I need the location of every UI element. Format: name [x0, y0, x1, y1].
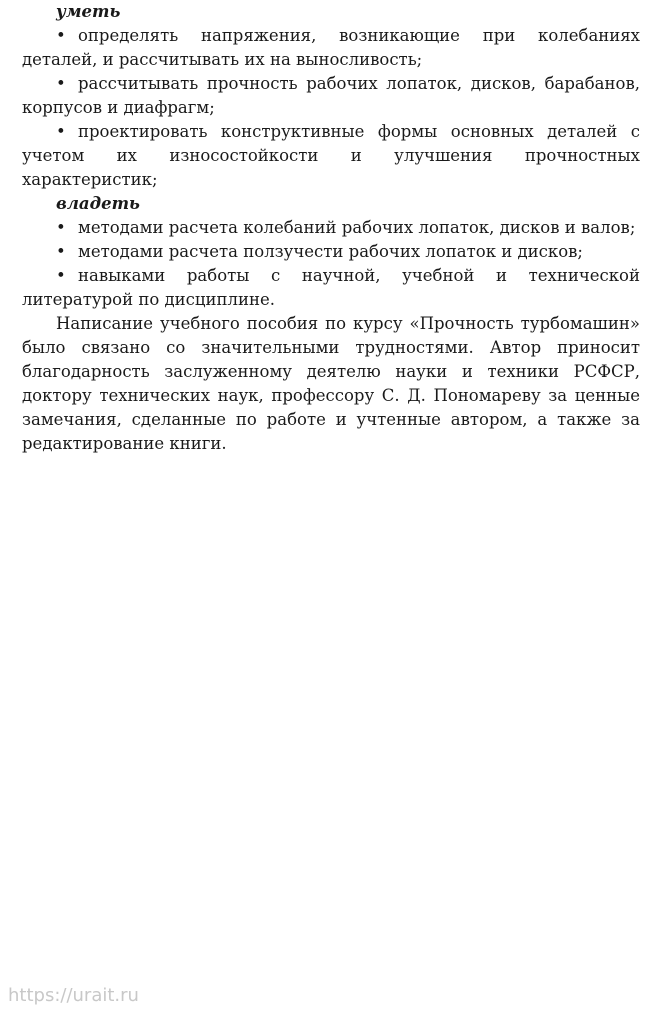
section-label-vladet: владеть [56, 194, 140, 213]
bullet-icon: • [56, 266, 66, 285]
page [22, 0, 640, 456]
document-body [22, 0, 640, 456]
preface-paragraph: Написание учебного пособия по курсу «Прочность турбомашин» было связано со значительными трудностями. Автор приносит благодарность заслуженному деятелю науки и техники РСФСР, доктору технических наук, профессору С. Д. Пономареву за ценные замечания, сделанные по работе и учтенные автором, а также за редактирование книги. [22, 314, 640, 453]
bullet-item [22, 216, 640, 240]
bullet-icon: • [56, 242, 66, 261]
bullet-text: навыками работы с научной, учебной и технической литературой по дисциплине. [22, 266, 640, 309]
bullet-icon: • [56, 74, 66, 93]
bullet-icon: • [56, 122, 66, 141]
bullet-item [22, 72, 640, 120]
bullet-icon: • [56, 218, 66, 237]
bullet-item [22, 24, 640, 72]
bullet-item [22, 264, 640, 312]
bullet-item [22, 240, 640, 264]
bullet-text: проектировать конструктивные формы основных деталей с учетом их износостойкости и улучшения прочностных характеристик; [22, 122, 640, 189]
bullet-text: методами расчета колебаний рабочих лопаток, дисков и валов; [78, 218, 636, 237]
bullet-text: определять напряжения, возникающие при колебаниях деталей, и рассчитывать их на выносливость; [22, 26, 640, 69]
section-label-umet: уметь [56, 2, 121, 21]
bullet-text: методами расчета ползучести рабочих лопаток и дисков; [78, 242, 583, 261]
bullet-icon: • [56, 26, 66, 45]
bullet-item [22, 120, 640, 192]
bullet-text: рассчитывать прочность рабочих лопаток, дисков, барабанов, корпусов и диафрагм; [22, 74, 640, 117]
watermark-url: https://urait.ru [8, 985, 139, 1006]
